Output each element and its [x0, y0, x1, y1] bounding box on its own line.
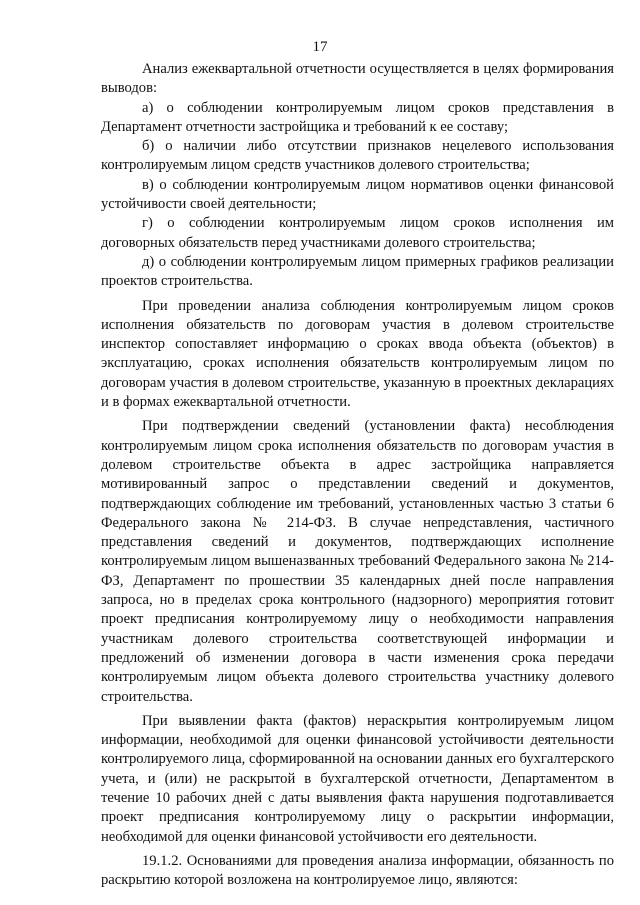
paragraph-deadline-analysis: При проведении анализа соблюдения контролируемым лицом сроков исполнения обязательств по договорам участия в долевом строительстве инспектор сопоставляет информацию о сроках ввода объекта (объектов) в эксплуатацию, сроках исполнения обязательств контролируемым лицом по договорам участия в долевом строительстве, указанную в проектных декларациях и в формах ежеквартальной отчетности. [101, 297, 614, 411]
paragraph-confirmation: При подтверждении сведений (установлении факта) несоблюдения контролируемым лицом срока исполнения обязательств по договорам участия в долевом строительстве объекта в адрес застройщика направляется мотивированный запрос о представлении сведений и документов, подтверждающих соблюдение им требований, установленных частью 3 статьи 6 Федерального закона № 214-ФЗ. В случае непредставления, частичного представления сведений и документов, подтверждающих исполнение контролируемым лицом вышеназванных требований Федерального закона № 214-ФЗ, Департамент по прошествии 35 календарных дней после направления запроса, но в пределах срока контрольного (надзорного) мероприятия готовит проект предписания контролируемому лицу о необходимости направления участникам долевого строительства соответствующей информации и предложений об изменении договора в части изменения срока передачи контролируемым лицом объекта долевого строительства участнику долевого строительства. [101, 418, 614, 705]
list-item-b: б) о наличии либо отсутствии признаков нецелевого использования контролируемым лицом средств участников долевого строительства; [101, 138, 614, 174]
list-item-a: а) о соблюдении контролируемым лицом сроков представления в Департамент отчетности застройщика и требований к ее составу; [101, 99, 614, 135]
list-item-v: в) о соблюдении контролируемым лицом нормативов оценки финансовой устойчивости своей деятельности; [101, 176, 614, 213]
paragraph-analysis-intro: Анализ ежеквартальной отчетности осуществляется в целях формирования выводов: [101, 61, 614, 97]
paragraph-non-disclosure: При выявлении факта (фактов) нераскрытия контролируемым лицом информации, необходимой для оценки финансовой устойчивости деятельности контролируемого лица, сформированной на основании данных его бухгалтерского учета, и (или) не раскрытой в бухгалтерской отчетности, Департаментом в течение 10 рабочих дней с даты выявления факта нарушения подготавливается проект предписания контролируемому лицу о раскрытии информации, необходимой для оценки финансовой устойчивости его деятельности. [101, 712, 614, 845]
list-item-d: д) о соблюдении контролируемым лицом примерных графиков реализации проектов строительства. [101, 253, 614, 290]
page-number: 17 [312, 39, 328, 55]
paragraph-section-19-1-2: 19.1.2. Основаниями для проведения анализа информации, обязанность по раскрытию которой возложена на контролируемое лицо, являются: [101, 852, 614, 889]
list-item-g: г) о соблюдении контролируемым лицом сроков исполнения им договорных обязательств перед участниками долевого строительства; [101, 215, 614, 251]
document-body [101, 60, 614, 890]
